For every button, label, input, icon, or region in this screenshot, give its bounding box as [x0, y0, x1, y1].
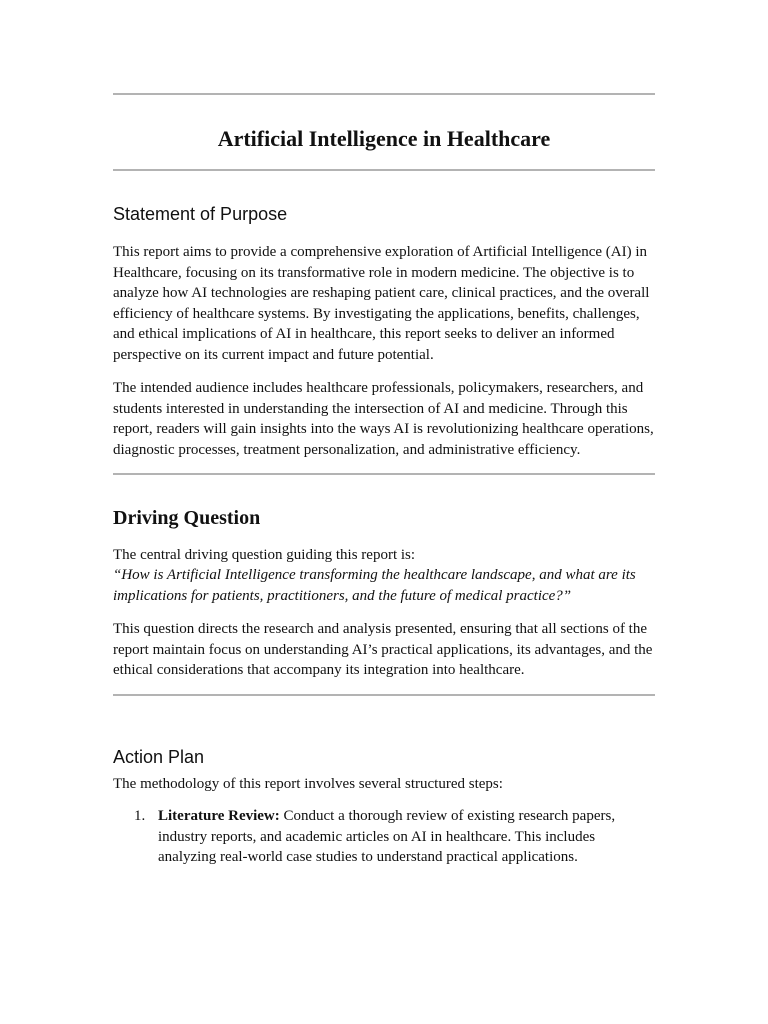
plan-step-number: 1.	[134, 808, 146, 824]
purpose-paragraph-2: The intended audience includes healthcare professionals, policymakers, researchers, and students interested in understanding the intersection of AI and medicine. Through this report, readers will gain insights into the ways AI is revolutionizing healthcare operations, diagnostic processes, treatment personalization, and administrative efficiency.	[113, 380, 654, 458]
document-title: Artificial Intelligence in Healthcare	[217, 126, 551, 151]
driving-question-quote: “How is Artificial Intelligence transforming the healthcare landscape, and what are its implications for patients, practitioners, and the future of medical practice?”	[113, 567, 636, 604]
plan-step	[113, 806, 655, 868]
purpose-paragraph-1: This report aims to provide a comprehensive exploration of Artificial Intelligence (AI) in Healthcare, focusing on its transformative role in modern medicine. The objective is to analyze how AI technologies are reshaping patient care, clinical practices, and the overall efficiency of healthcare systems. By investigating the applications, benefits, challenges, and ethical implications of AI in healthcare, this report seeks to deliver an informed perspective on its current impact and future potential.	[113, 244, 650, 363]
plan-steps-list	[113, 806, 655, 868]
plan-step-label: Literature Review:	[158, 808, 280, 824]
plan-intro: The methodology of this report involves several structured steps:	[113, 776, 503, 792]
question-heading: Driving Question	[113, 507, 261, 529]
plan-step-text: Conduct a thorough review of existing research papers, industry reports, and academic articles on AI in healthcare. This includes analyzing real-world case studies to understand practical applications.	[158, 808, 616, 865]
purpose-divider	[113, 473, 655, 475]
plan-heading: Action Plan	[113, 747, 205, 767]
top-divider	[113, 93, 655, 95]
title-divider	[113, 169, 655, 171]
question-intro: The central driving question guiding this report is:	[113, 547, 416, 563]
question-divider	[113, 694, 655, 696]
purpose-heading: Statement of Purpose	[113, 204, 288, 224]
question-paragraph: This question directs the research and analysis presented, ensuring that all sections of the report maintain focus on understanding AI’s practical applications, its advantages, and the ethical considerations that accompany its integration into healthcare.	[113, 621, 653, 678]
